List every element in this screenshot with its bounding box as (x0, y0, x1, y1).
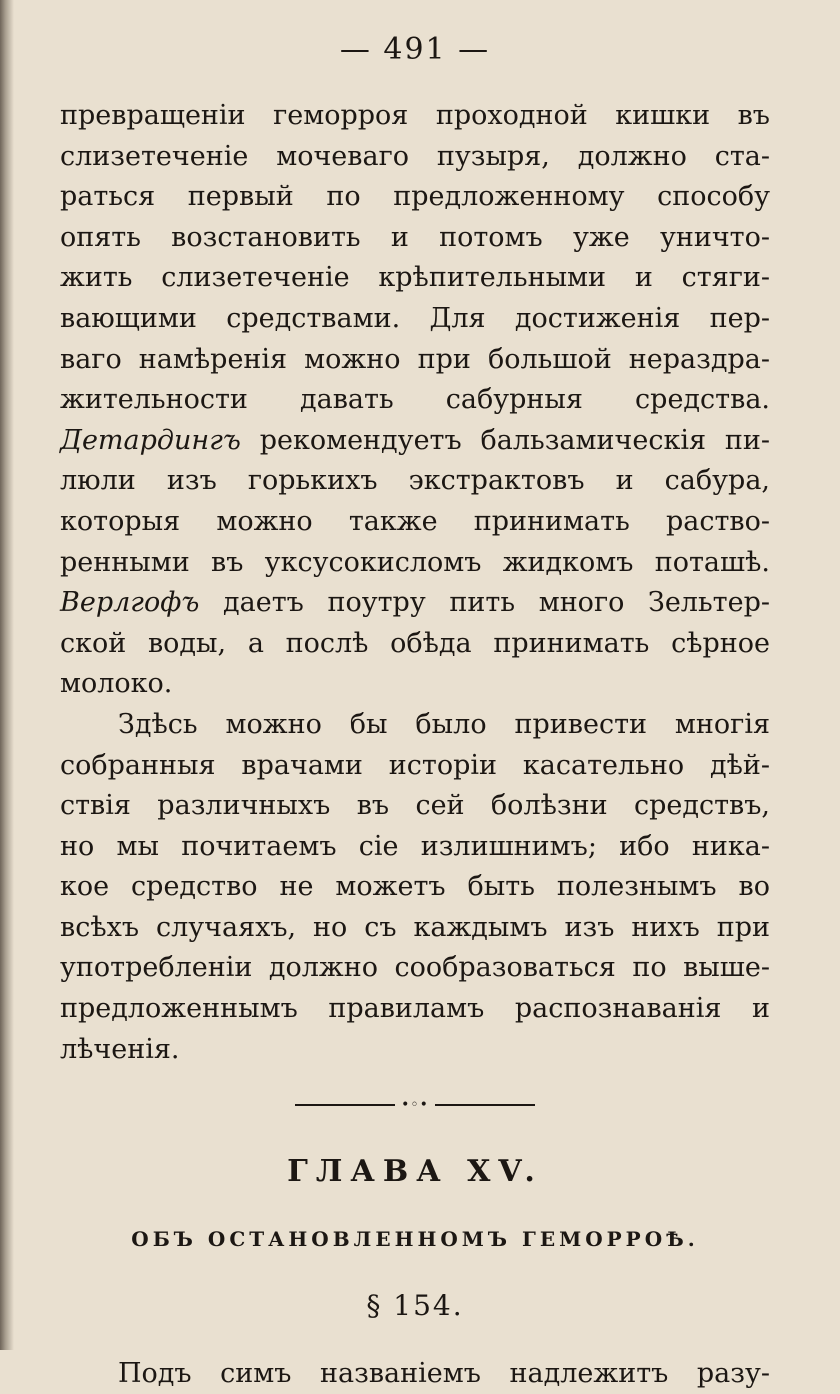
book-page (60, 28, 770, 1394)
paragraph-2-line-5: кое средство не можетъ быть полезнымъ во (60, 871, 770, 903)
divider-line-left (295, 1104, 395, 1106)
section-number: § 154. (366, 1289, 464, 1323)
paragraph-2-line-6: всѣхъ случаяхъ, но съ каждымъ изъ нихъ при (60, 911, 770, 943)
divider-ornament-icon: •◦• (401, 1097, 429, 1114)
paragraph-1-line-11: которыя можно также принимать раство- (60, 505, 770, 537)
paragraph-2-line-4: но мы почитаемъ сiе излишнимъ; ибо никa- (60, 830, 770, 862)
author-name-dethardingius: Детардингъ (60, 424, 241, 456)
paragraph-1-line-5: жить слизетеченiе крѣпительными и стяги- (60, 262, 770, 294)
paragraph-1 (60, 96, 770, 705)
paragraph-1-line-9-rest: рекомендуетъ бальзамическiя пи- (259, 424, 770, 456)
paragraph-1-line-8: жительности давать сабурныя средства. (60, 384, 770, 416)
paragraph-1-line-13 (60, 583, 770, 624)
paragraph-2-line-7: употребленiи должно сообразоваться по выше- (60, 952, 770, 984)
chapter-subtitle: ОБЪ ОСТАНОВЛЕННОМЪ ГЕМОРРОѢ. (131, 1227, 699, 1252)
paragraph-1-line-13-rest: даетъ поутру пить много Зельтер- (223, 587, 770, 619)
paragraph-1-line-4: опять возстановить и потомъ уже уничто- (60, 221, 770, 253)
paragraph-2-line-3: ствiя различныхъ въ сей болѣзни средствъ, (60, 790, 770, 822)
paragraph-2-line-2: собранныя врачами исторiи касательно дѣй- (60, 749, 770, 781)
paragraph-1-line-3: раться первый по предложенному способу (60, 181, 770, 213)
paragraph-1-line-1: превращенiи геморроя проходной кишки въ (60, 100, 770, 131)
author-name-werlhof: Верлгофъ (60, 587, 200, 619)
paragraph-2-line-8: предложеннымъ правиламъ распознаванiя и (60, 993, 770, 1025)
paragraph-1-line-10: люли изъ горькихъ экстрактовъ и сабура, (60, 465, 770, 497)
paragraph-1-line-14: ской воды, а послѣ обѣда принимать сѣрное (60, 627, 770, 659)
paragraph-1-line-6: вающими средствами. Для достиженiя пер- (60, 302, 770, 334)
chapter-title: ГЛАВА XV. (287, 1154, 543, 1190)
paragraph-2 (60, 705, 770, 1070)
paragraph-1-line-15: молоко. (60, 668, 173, 700)
paragraph-1-line-12: ренными въ уксусокисломъ жидкомъ поташѣ. (60, 546, 770, 578)
paragraph-2-line-1: Здѣсь можно бы было привести многiя (118, 708, 770, 740)
paragraph-2-line-9: лѣченiя. (60, 1033, 180, 1065)
paragraph-1-line-9 (60, 421, 770, 462)
final-text-line: Подъ симъ названiемъ надлежитъ разу- (118, 1358, 770, 1390)
paragraph-1-line-7: ваго намѣренiя можно при большой нераздра- (60, 343, 770, 375)
page-binding-edge (0, 0, 14, 1350)
page-number: — 491 — (339, 32, 491, 67)
divider-line-right (435, 1104, 535, 1106)
paragraph-1-line-2: слизетеченiе мочеваго пузыря, должно ста- (60, 140, 770, 172)
section-divider-ornament (295, 1098, 535, 1112)
